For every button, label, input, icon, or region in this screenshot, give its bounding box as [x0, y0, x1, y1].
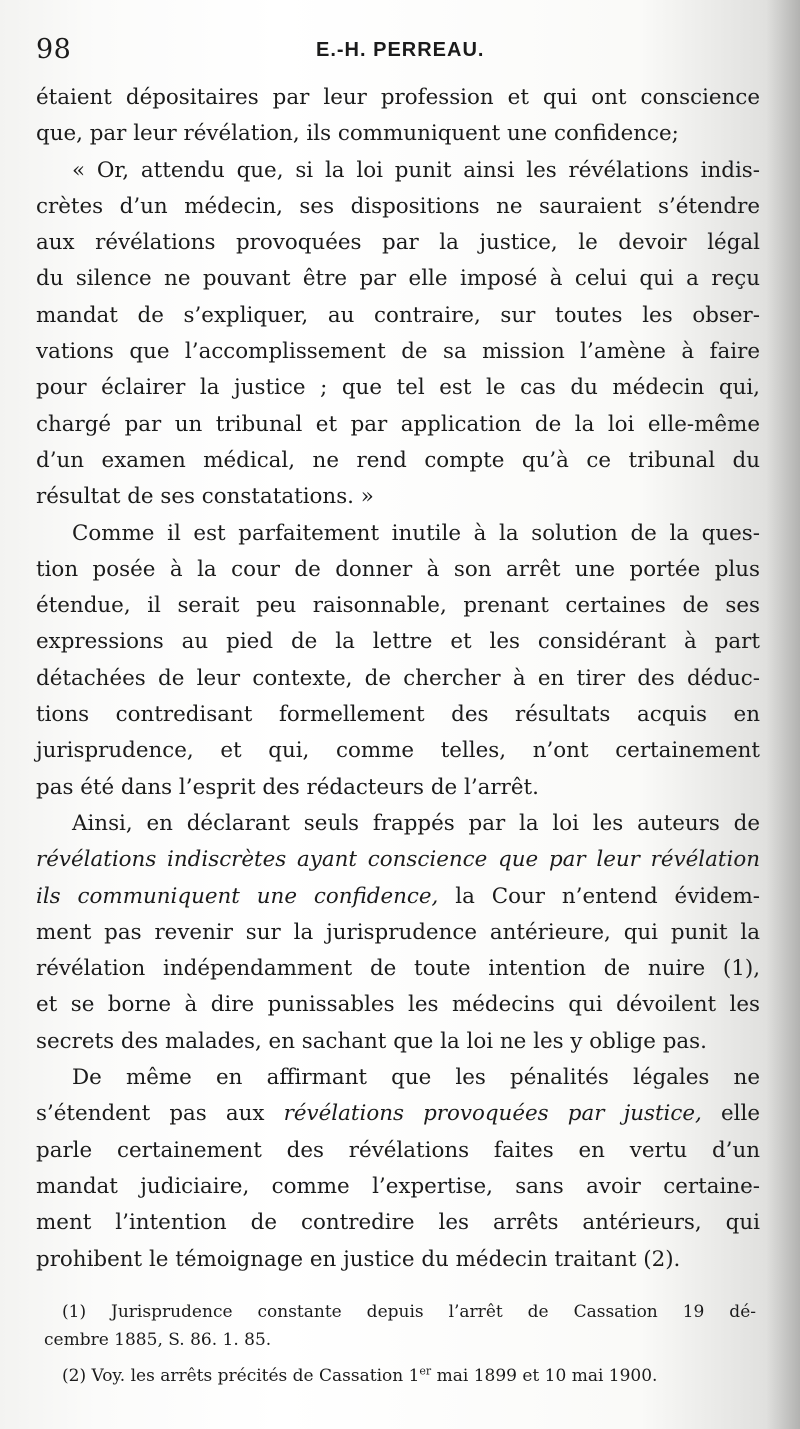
text-line: secrets des malades, en sachant que la loi ne les y oblige pas. — [36, 1028, 707, 1054]
footnote-2-superscript: er — [419, 1364, 432, 1378]
footnote-2-text-end: mai 1899 et 10 mai 1900. — [431, 1366, 658, 1386]
text-line: résultat de ses constatations. » — [36, 484, 374, 510]
text-line: ment pas revenir sur la jurisprudence antérieure, qui punit la — [36, 919, 760, 945]
page-number: 98 — [36, 34, 72, 65]
text-line: Comme il est parfaitement inutile à la solution de la ques- — [72, 520, 760, 546]
text-line: étaient dépositaires par leur profession et qui ont conscience — [36, 85, 760, 110]
text-line: pour éclairer la justice ; que tel est le cas du médecin qui, — [36, 375, 760, 401]
text-line: crètes d’un médecin, ses dispositions ne sauraient s’étendre — [36, 193, 760, 219]
italic-text-line: révélations indiscrètes ayant conscience que par leur révélation — [36, 847, 760, 873]
text-line: aux révélations provoquées par la justice, le devoir légal — [36, 230, 760, 256]
text-line: tions contredisant formellement des résultats acquis en — [36, 702, 760, 728]
footnotes — [44, 1298, 756, 1390]
text-line: prohibent le témoignage en justice du médecin traitant (2). — [36, 1246, 681, 1272]
text-line: vations que l’accomplissement de sa mission l’amène à faire — [36, 339, 760, 365]
text-line: ment l’intention de contredire les arrêts antérieurs, qui — [36, 1210, 760, 1236]
page-edge-shadow — [766, 0, 800, 1429]
italic-phrase: ils communiquent une confidence, — [36, 883, 439, 909]
text-line: révélation indépendamment de toute intention de nuire (1), — [36, 956, 760, 982]
footnote-1-line-1: (1) Jurisprudence constante depuis l’arrêt de Cassation 19 dé- — [62, 1302, 756, 1322]
text-line: tion posée à la cour de donner à son arrêt une portée plus — [36, 556, 760, 582]
text-line: mandat judiciaire, comme l’expertise, sans avoir certaine- — [36, 1173, 760, 1199]
text-line: « Or, attendu que, si la loi punit ainsi les révélations indis- — [72, 157, 760, 183]
text-phrase: la Cour n’entend évidem- — [455, 883, 760, 909]
footnote-2 — [62, 1362, 756, 1390]
text-line: chargé par un tribunal et par application de la loi elle-même — [36, 411, 760, 437]
text-line: du silence ne pouvant être par elle imposé à celui qui a reçu — [36, 266, 760, 292]
text-line: De même en affirmant que les pénalités légales ne — [72, 1065, 760, 1091]
text-line: et se borne à dire punissables les médecins qui dévoilent les — [36, 992, 760, 1018]
body-text — [36, 80, 760, 1278]
text-line: expressions au pied de la lettre et les considérant à part — [36, 629, 760, 655]
mixed-text-line — [36, 879, 760, 915]
text-line: Ainsi, en déclarant seuls frappés par la loi les auteurs de — [72, 810, 760, 836]
text-line: parle certainement des révélations faites en vertu d’un — [36, 1137, 760, 1163]
text-line: pas été dans l’esprit des rédacteurs de l’arrêt. — [36, 774, 539, 800]
text-line: étendue, il serait peu raisonnable, prenant certaines de ses — [36, 593, 760, 619]
text-phrase: s’étendent pas aux — [36, 1101, 265, 1127]
italic-phrase: révélations provoquées par justice, — [283, 1101, 702, 1127]
text-line: jurisprudence, et qui, comme telles, n’ont certainement — [36, 738, 760, 764]
text-phrase: elle — [720, 1101, 760, 1127]
text-line: mandat de s’expliquer, au contraire, sur toutes les obser- — [36, 302, 760, 328]
page-header — [36, 34, 764, 70]
footnote-2-text: (2) Voy. les arrêts précités de Cassation 1 — [62, 1366, 420, 1386]
text-line: que, par leur révélation, ils communiquent une confidence; — [36, 121, 679, 147]
text-line: d’un examen médical, ne rend compte qu’à ce tribunal du — [36, 447, 760, 473]
running-head: E.-H. PERREAU. — [316, 39, 485, 61]
mixed-text-line — [36, 1096, 760, 1132]
footnote-1-line-2: cembre 1885, S. 86. 1. 85. — [44, 1330, 272, 1350]
text-line: détachées de leur contexte, de chercher à en tirer des déduc- — [36, 665, 760, 691]
